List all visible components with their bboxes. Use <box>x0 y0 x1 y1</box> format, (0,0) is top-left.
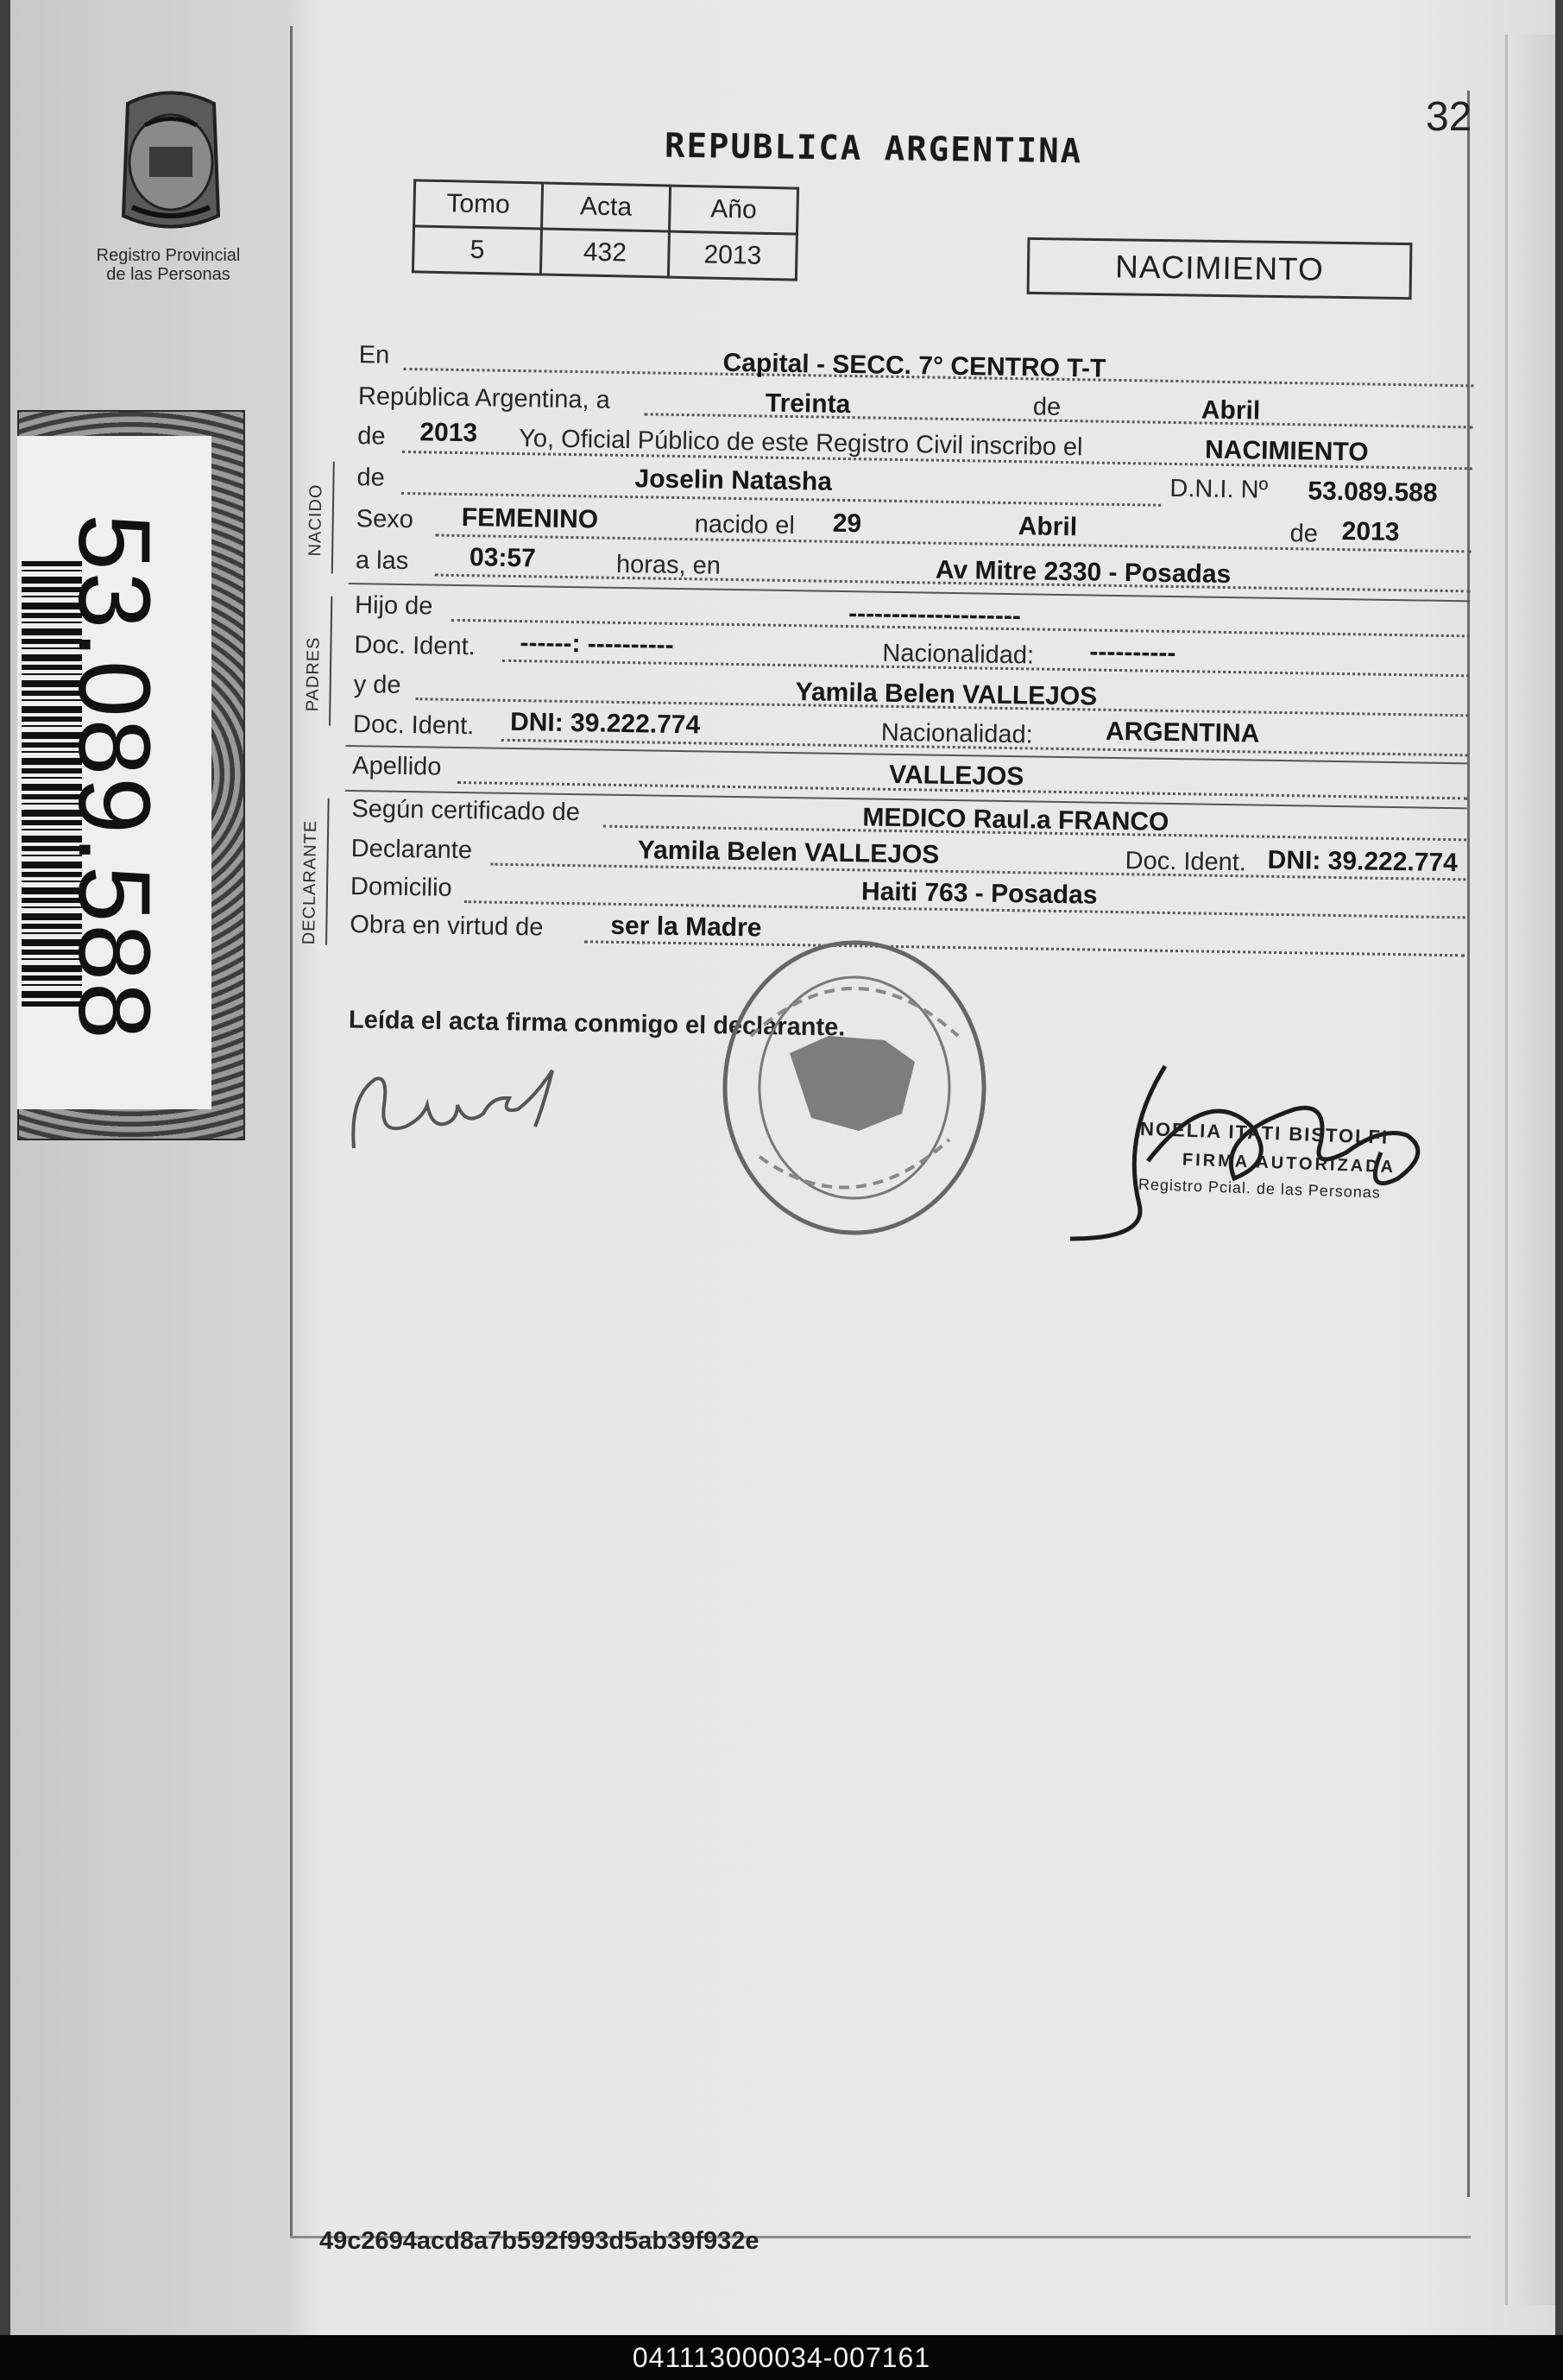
mother-name-value: Yamila Belen VALLEJOS <box>795 678 1098 711</box>
day-words-value: Treinta <box>765 388 851 420</box>
officer-title: FIRMA AUTORIZADA <box>1182 1150 1396 1177</box>
year-value: 2013 <box>419 418 478 448</box>
barcode-number: 53.089.588 <box>57 514 171 1041</box>
registry-emblem-icon <box>102 86 240 242</box>
declarant-signature-icon <box>337 1045 578 1165</box>
hijo-label: Hijo de <box>354 591 433 621</box>
page-number: 32 <box>1426 94 1472 140</box>
mother-doc-value: DNI: 39.222.774 <box>509 707 701 740</box>
acta-header-acta: Acta <box>542 183 671 231</box>
apellido-label: Apellido <box>352 752 442 781</box>
horas-label: horas, en <box>615 550 722 580</box>
nacionalidad-label: Nacionalidad: <box>880 718 1033 749</box>
de-label: de <box>1289 520 1319 548</box>
father-nationality-value: ---------- <box>1089 637 1176 668</box>
certificate-value: MEDICO Raul.a FRANCO <box>862 803 1169 836</box>
de-label: de <box>1032 393 1062 421</box>
address-value: Haiti 763 - Posadas <box>860 877 1098 910</box>
en-label: En <box>358 341 390 369</box>
frame-line-left <box>290 26 293 2236</box>
birth-place-value: Av Mitre 2330 - Posadas <box>935 555 1232 590</box>
mother-nationality-value: ARGENTINA <box>1105 717 1260 748</box>
document-type-box: NACIMIENTO <box>1027 237 1413 300</box>
acta-value-tomo: 5 <box>413 226 541 275</box>
name-label: de <box>356 464 386 492</box>
nacido-el-label: nacido el <box>694 510 796 540</box>
acta-table-value-row <box>413 226 797 280</box>
page-edge <box>1505 35 1555 2305</box>
certificado-label: Según certificado de <box>351 795 581 827</box>
closing-text: Leída el acta firma conmigo el declarante. <box>348 1006 846 1042</box>
republica-label: República Argentina, a <box>357 382 611 414</box>
time-value: 03:57 <box>469 543 537 573</box>
declarant-name-value: Yamila Belen VALLEJOS <box>637 836 940 869</box>
document-title: REPUBLICA ARGENTINA <box>664 126 1083 172</box>
doc-ident-label: Doc. Ident. <box>354 631 476 661</box>
place-value: Capital - SECC. 7° CENTRO T-T <box>722 348 1106 383</box>
registry-label-line2: de las Personas <box>106 265 230 284</box>
month-value: Abril <box>1201 395 1261 426</box>
officer-office: Registro Pcial. de las Personas <box>1138 1175 1382 1202</box>
dni-value: 53.089.588 <box>1308 477 1438 508</box>
birth-day-value: 29 <box>832 508 862 539</box>
acta-value-acta: 432 <box>540 229 669 277</box>
birth-month-value: Abril <box>1018 512 1078 542</box>
father-name-value: -------------------- <box>848 599 1022 631</box>
registry-label-line1: Registro Provincial <box>96 246 241 265</box>
declarant-doc-label: Doc. Ident. <box>1125 847 1247 877</box>
nacionalidad-label: Nacionalidad: <box>882 639 1035 670</box>
surname-value: VALLEJOS <box>888 760 1024 792</box>
acta-table <box>412 179 799 281</box>
acta-header-tomo: Tomo <box>414 180 543 229</box>
de-label: de <box>357 422 386 451</box>
officer-block <box>1138 1118 1397 1203</box>
officer-name: NOELIA ITATI BISTOLFI <box>1139 1117 1390 1148</box>
a-las-label: a las <box>355 546 409 576</box>
inscribe-type-value: NACIMIENTO <box>1204 435 1369 467</box>
registry-label <box>73 246 263 284</box>
declarante-label: Declarante <box>350 835 473 865</box>
doc-ident-label: Doc. Ident. <box>352 710 475 741</box>
y-de-label: y de <box>353 671 401 699</box>
declarante-side-label: DECLARANTE <box>299 819 321 945</box>
acta-header-ano: Año <box>669 186 797 234</box>
child-name-value: Joselin Natasha <box>634 464 833 496</box>
acta-value-ano: 2013 <box>668 231 797 280</box>
hash-code: 49c2694acd8a7b592f993d5ab39f932e <box>319 2227 759 2255</box>
footer-code: 041113000034-007161 <box>0 2335 1563 2380</box>
domicilio-label: Domicilio <box>350 873 452 902</box>
dni-label: D.N.I. Nº <box>1169 474 1269 504</box>
capacity-value: ser la Madre <box>610 911 762 943</box>
obra-label: Obra en virtud de <box>350 911 544 942</box>
birth-year-value: 2013 <box>1341 517 1400 547</box>
acta-table-header-row <box>414 180 798 234</box>
oficial-text: Yo, Oficial Público de este Registro Civil inscribo el <box>518 425 1083 462</box>
official-round-stamp-icon <box>708 932 1001 1243</box>
padres-side-label: PADRES <box>303 636 324 712</box>
declarant-doc-value: DNI: 39.222.774 <box>1267 845 1459 878</box>
sexo-label: Sexo <box>356 505 414 534</box>
nacido-side-label: NACIDO <box>306 483 326 557</box>
father-doc-value: ------: ---------- <box>520 628 674 660</box>
sex-value: FEMENINO <box>461 503 599 534</box>
